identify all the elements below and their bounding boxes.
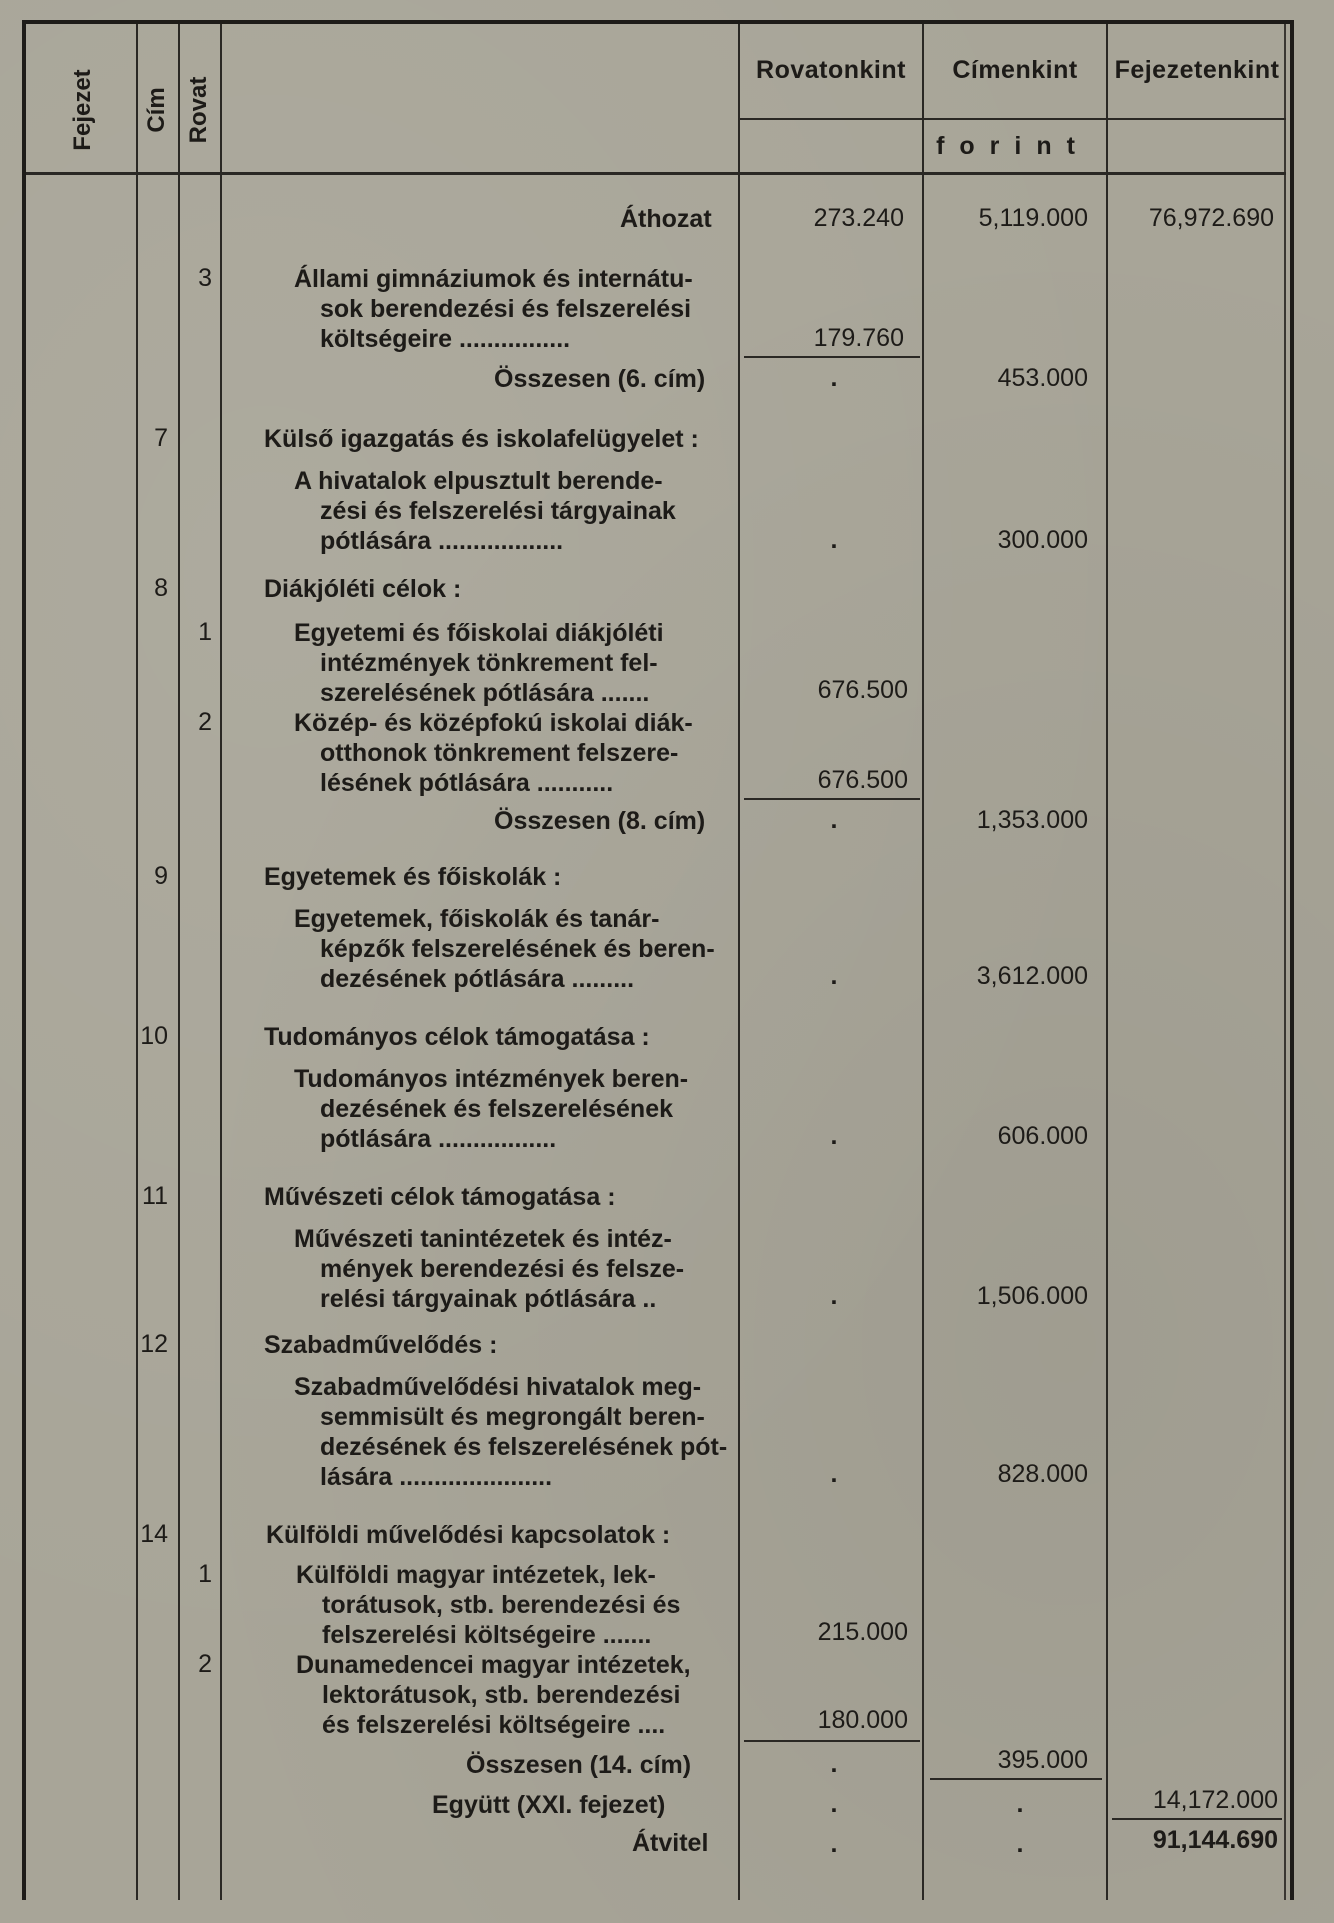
cim10-line2: dezésének és felszerelésének xyxy=(320,1095,674,1123)
cim8-r1-code: 1 xyxy=(198,618,212,646)
cim11-rovat: . xyxy=(830,1282,838,1310)
atvitel-rovat: . xyxy=(830,1830,838,1858)
cim10-title: Tudományos célok támogatása : xyxy=(264,1023,650,1051)
cim14-code: 14 xyxy=(140,1520,168,1548)
cim14-r1-line1: Külföldi magyar intézetek, lek- xyxy=(296,1561,656,1589)
sum14-rovat: . xyxy=(830,1750,838,1778)
cim8-r2-line3: lésének pótlására ........... xyxy=(320,769,614,797)
cim11-code: 11 xyxy=(142,1182,168,1210)
cim11-title: Művészeti célok támogatása : xyxy=(264,1183,616,1211)
cim12-line3: dezésének és felszerelésének pót- xyxy=(320,1433,728,1461)
col-line-cim xyxy=(178,24,180,1900)
sum14-underline xyxy=(930,1778,1102,1780)
egyutt-cim: . xyxy=(1016,1790,1024,1818)
sum8-cim: 1,353.000 xyxy=(976,806,1088,834)
cim9-line1: Egyetemek, főiskolák és tanár- xyxy=(294,905,660,933)
cim10-line3: pótlására ................. xyxy=(320,1125,557,1153)
atvitel-cim: . xyxy=(1016,1830,1024,1858)
cim8-underline xyxy=(744,798,920,800)
cim14-r2-line3: és felszerelési költségeire .... xyxy=(322,1711,666,1739)
cim12-line1: Szabadművelődési hivatalok meg- xyxy=(294,1373,702,1401)
cim8-r1-line1: Egyetemi és főiskolai diákjóléti xyxy=(294,619,664,647)
header-fejezet: Fejezet xyxy=(69,69,96,151)
row3-line2: sok berendezési és felszerelési xyxy=(320,295,692,323)
row3-amount: 179.760 xyxy=(813,324,904,352)
frame-top xyxy=(22,20,1294,24)
cim9-line3: dezésének pótlására ......... xyxy=(320,965,635,993)
egyutt-underline xyxy=(1112,1818,1282,1820)
athozat-rovat: 273.240 xyxy=(813,204,904,232)
cim14-underline xyxy=(744,1740,920,1742)
cim7-code: 7 xyxy=(154,424,168,452)
cim14-r2-amount: 180.000 xyxy=(817,1706,908,1734)
cim8-r2-line2: otthonok tönkrement felszere- xyxy=(320,739,679,767)
cim12-cim: 828.000 xyxy=(997,1460,1088,1488)
sum6-cim: 453.000 xyxy=(997,364,1088,392)
frame-right xyxy=(1290,20,1294,1900)
col-line-fejezetenkint xyxy=(1106,24,1108,1900)
row3-rovat-code: 3 xyxy=(198,264,212,292)
header-cimenkint: Címenkint xyxy=(952,56,1078,84)
cim9-rovat: . xyxy=(830,962,838,990)
athozat-cim: 5,119.000 xyxy=(978,204,1088,232)
cim12-rovat: . xyxy=(830,1460,838,1488)
cim8-r2-amount: 676.500 xyxy=(817,766,908,794)
cim10-cim: 606.000 xyxy=(997,1122,1088,1150)
header-rovat: Rovat xyxy=(185,76,212,144)
cim7-rovat: . xyxy=(830,526,838,554)
cim9-cim: 3,612.000 xyxy=(976,962,1088,990)
cim14-r1-line2: torátusok, stb. berendezési és xyxy=(322,1591,681,1619)
header-fejezetenkint: Fejezetenkint xyxy=(1114,56,1280,84)
cim14-r2-line1: Dunamedencei magyar intézetek, xyxy=(296,1651,691,1679)
cim11-line1: Művészeti tanintézetek és intéz- xyxy=(294,1225,672,1253)
cim7-line2: zési és felszerelési tárgyainak xyxy=(320,497,676,525)
header-rovatonkint: Rovatonkint xyxy=(756,56,906,84)
cim11-cim: 1,506.000 xyxy=(976,1282,1088,1310)
header-cim: Cím xyxy=(143,87,170,133)
cim14-title: Külföldi művelődési kapcsolatok : xyxy=(266,1521,671,1549)
cim8-code: 8 xyxy=(154,574,168,602)
cim9-title: Egyetemek és főiskolák : xyxy=(264,863,562,891)
cim14-r1-code: 1 xyxy=(198,1560,212,1588)
cim8-r1-amount: 676.500 xyxy=(817,676,908,704)
egyutt-rovat: . xyxy=(830,1790,838,1818)
cim8-r2-code: 2 xyxy=(198,708,212,736)
cim10-code: 10 xyxy=(140,1022,168,1050)
cim14-r1-amount: 215.000 xyxy=(817,1618,908,1646)
col-line-rovat xyxy=(220,24,222,1900)
atvitel-fejezet: 91,144.690 xyxy=(1152,1826,1278,1854)
row3-line1: Állami gimnáziumok és internátu- xyxy=(294,265,693,293)
frame-right-inner xyxy=(1284,24,1286,1900)
cim12-line2: semmisült és megrongált beren- xyxy=(320,1403,705,1431)
sum6-label: Összesen (6. cím) xyxy=(494,365,706,393)
cim14-r1-line3: felszerelési költségeire ....... xyxy=(322,1621,652,1649)
cim10-rovat: . xyxy=(830,1122,838,1150)
header-rule-amounts xyxy=(740,118,1286,120)
cim7-title: Külső igazgatás és iskolafelügyelet : xyxy=(264,425,699,453)
cim14-r2-line2: lektorátusok, stb. berendezési xyxy=(322,1681,681,1709)
sum8-label: Összesen (8. cím) xyxy=(494,807,706,835)
cim7-line1: A hivatalok elpusztult berende- xyxy=(294,467,663,495)
sum14-cim: 395.000 xyxy=(997,1746,1088,1774)
cim9-code: 9 xyxy=(154,862,168,890)
row3-line3: költségeire ................ xyxy=(320,325,571,353)
sum8-rovat: . xyxy=(830,806,838,834)
header-unit: forint xyxy=(936,132,1090,160)
egyutt-label: Együtt (XXI. fejezet) xyxy=(432,1791,666,1819)
athozat-label: Áthozat xyxy=(620,205,712,233)
atvitel-label: Átvitel xyxy=(632,1829,709,1857)
cim9-line2: képzők felszerelésének és beren- xyxy=(320,935,715,963)
cim11-line2: mények berendezési és felsze- xyxy=(320,1255,685,1283)
cim12-line4: lására ...................... xyxy=(320,1463,553,1491)
frame-left xyxy=(22,20,26,1900)
cim12-title: Szabadművelődés : xyxy=(264,1331,498,1359)
cim8-title: Diákjóléti célok : xyxy=(264,575,462,603)
header-rule-bottom xyxy=(26,172,1286,175)
sum14-label: Összesen (14. cím) xyxy=(466,1751,692,1779)
sum6-rovat: . xyxy=(830,364,838,392)
cim7-line3: pótlására .................. xyxy=(320,527,564,555)
row3-underline xyxy=(744,356,920,358)
cim14-r2-code: 2 xyxy=(198,1650,212,1678)
cim8-r2-line1: Közép- és középfokú iskolai diák- xyxy=(294,709,693,737)
cim10-line1: Tudományos intézmények beren- xyxy=(294,1065,689,1093)
cim8-r1-line2: intézmények tönkrement fel- xyxy=(320,649,658,677)
col-line-fejezet xyxy=(136,24,138,1900)
cim8-r1-line3: szerelésének pótlására ....... xyxy=(320,679,650,707)
egyutt-fejezet: 14,172.000 xyxy=(1152,1786,1278,1814)
cim12-code: 12 xyxy=(140,1330,168,1358)
cim11-line3: relési tárgyainak pótlására .. xyxy=(320,1285,657,1313)
athozat-fejezet: 76,972.690 xyxy=(1148,204,1274,232)
cim7-cim: 300.000 xyxy=(997,526,1088,554)
